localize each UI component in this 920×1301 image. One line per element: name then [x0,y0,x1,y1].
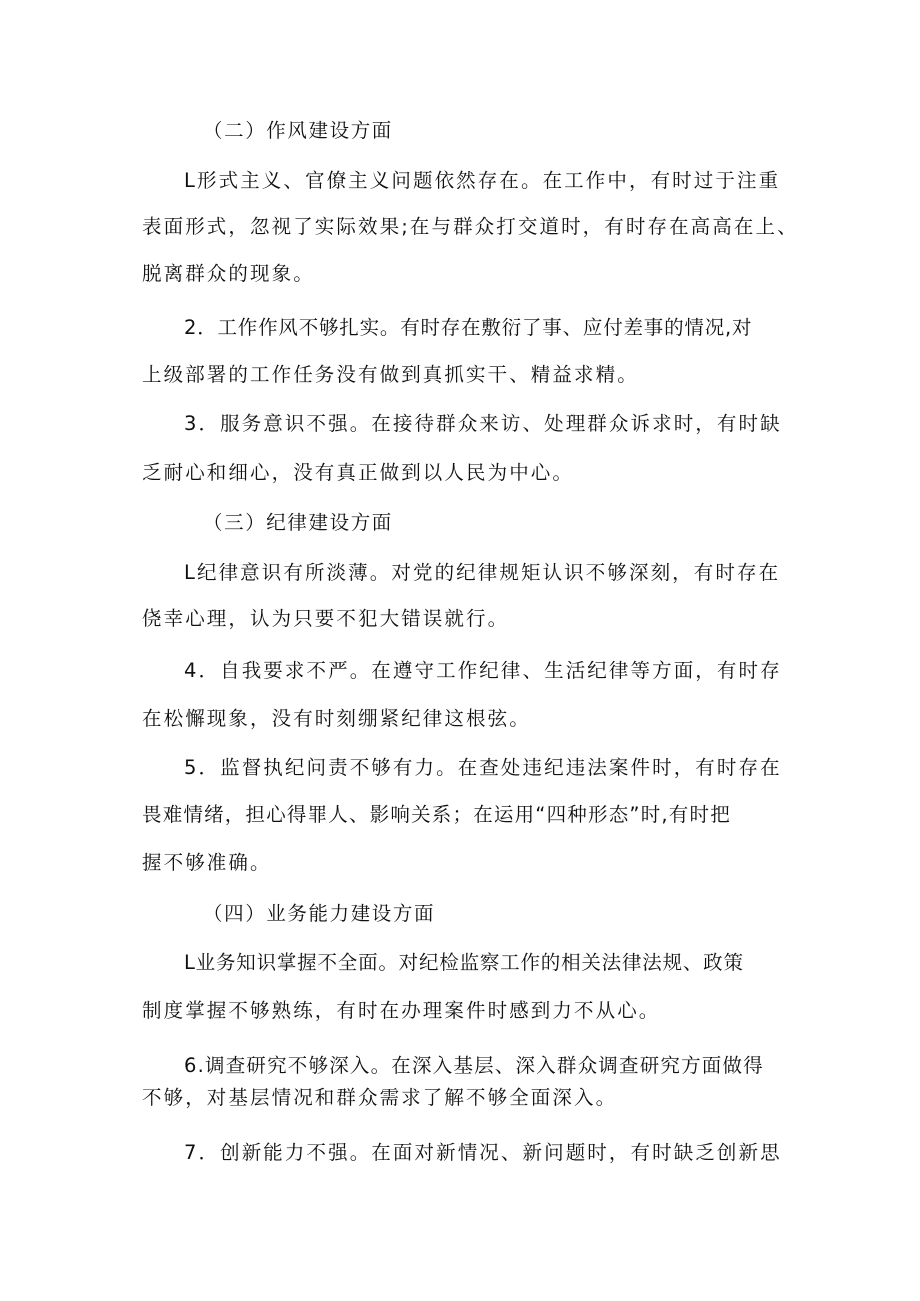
paragraph-line: 表面形式，忽视了实际效果;在与群众打交道时，有时存在高高在上、 [142,215,799,238]
paragraph-line: 在松懈现象，没有时刻绷紧纪律这根弦。 [142,707,531,730]
paragraph-line: L形式主义、官僚主义问题依然存在。在工作中，有时过于注重 [184,169,781,192]
paragraph-line: 5．监督执纪问责不够有力。在查处违纪违法案件时，有时存在 [184,756,782,779]
paragraph-line: 脱离群众的现象。 [142,262,315,285]
paragraph-line: 4．自我要求不严。在遵守工作纪律、生活纪律等方面，有时存 [184,659,782,682]
paragraph-line: 畏难情绪，担心得罪人、影响关系；在运用“四种形态”时,有时把 [142,803,731,826]
paragraph-line: 握不够准确。 [142,851,272,874]
section-heading: （四）业务能力建设方面 [203,902,436,925]
paragraph-line: 乏耐心和细心，没有真正做到以人民为中心。 [142,461,575,484]
paragraph-line: 3．服务意识不强。在接待群众来访、处理群众诉求时，有时缺 [184,412,782,435]
paragraph-line: 不够，对基层情况和群众需求了解不够全面深入。 [142,1086,618,1109]
paragraph-line: 7．创新能力不强。在面对新情况、新问题时，有时缺乏创新思 [184,1141,782,1164]
paragraph-line: 2．工作作风不够扎实。有时存在敷衍了事、应付差事的情况,对 [184,316,753,339]
paragraph-line: L纪律意识有所淡薄。对党的纪律规矩认识不够深刻，有时存在 [184,561,781,584]
paragraph-line: 侥幸心理，认为只要不犯大错误就行。 [142,607,510,630]
paragraph-line: 上级部署的工作任务没有做到真抓实干、精益求精。 [142,363,639,386]
section-heading: （三）纪律建设方面 [203,511,393,534]
paragraph-line: 6.调查研究不够深入。在深入基层、深入群众调查研究方面做得 [184,1054,764,1077]
section-heading: （二）作风建设方面 [203,119,393,142]
paragraph-line: L业务知识掌握不全面。对纪检监察工作的相关法律法规、政策 [184,951,744,974]
paragraph-line: 制度掌握不够熟练，有时在办理案件时感到力不从心。 [142,999,661,1022]
